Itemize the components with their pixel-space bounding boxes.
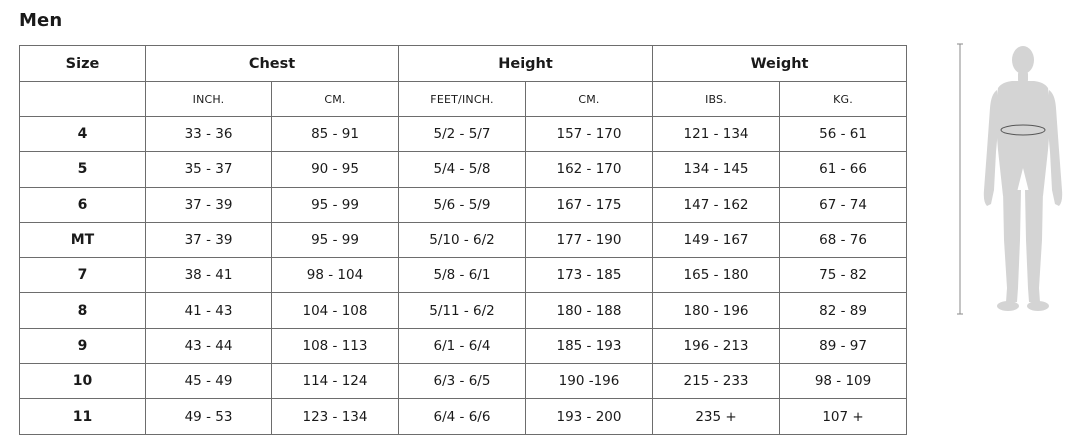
cell-height-cm: 173 - 185 (526, 258, 653, 293)
cell-height-ft: 5/4 - 5/8 (399, 152, 526, 187)
cell-height-cm: 180 - 188 (526, 293, 653, 328)
cell-height-cm: 193 - 200 (526, 399, 653, 434)
cell-weight-lbs: 215 - 233 (653, 364, 780, 399)
cell-height-cm: 157 - 170 (526, 117, 653, 152)
cell-weight-kg: 68 - 76 (780, 222, 907, 257)
unit-weight-lbs: IBS. (653, 82, 780, 117)
cell-weight-kg: 89 - 97 (780, 328, 907, 363)
cell-chest-cm: 108 - 113 (272, 328, 399, 363)
cell-weight-kg: 61 - 66 (780, 152, 907, 187)
cell-size: 10 (20, 364, 146, 399)
cell-weight-kg: 67 - 74 (780, 187, 907, 222)
cell-weight-kg: 75 - 82 (780, 258, 907, 293)
page-title: Men (19, 10, 63, 31)
body-silhouette-icon (950, 40, 1070, 320)
unit-height-feet-inch: FEET/INCH. (399, 82, 526, 117)
cell-height-cm: 177 - 190 (526, 222, 653, 257)
cell-weight-lbs: 165 - 180 (653, 258, 780, 293)
cell-chest-in: 49 - 53 (146, 399, 272, 434)
cell-height-ft: 5/10 - 6/2 (399, 222, 526, 257)
table-row (20, 258, 907, 293)
cell-height-ft: 5/8 - 6/1 (399, 258, 526, 293)
cell-size: MT (20, 222, 146, 257)
cell-height-cm: 185 - 193 (526, 328, 653, 363)
cell-size: 4 (20, 117, 146, 152)
cell-size: 8 (20, 293, 146, 328)
cell-size: 7 (20, 258, 146, 293)
table-row (20, 222, 907, 257)
cell-chest-cm: 95 - 99 (272, 187, 399, 222)
cell-chest-in: 37 - 39 (146, 222, 272, 257)
unit-header-row (20, 82, 907, 117)
table-row (20, 328, 907, 363)
cell-height-ft: 5/2 - 5/7 (399, 117, 526, 152)
size-rows (20, 117, 907, 435)
cell-chest-cm: 95 - 99 (272, 222, 399, 257)
cell-chest-in: 43 - 44 (146, 328, 272, 363)
cell-chest-in: 41 - 43 (146, 293, 272, 328)
table-row (20, 399, 907, 434)
cell-chest-in: 45 - 49 (146, 364, 272, 399)
cell-size: 6 (20, 187, 146, 222)
cell-height-cm: 162 - 170 (526, 152, 653, 187)
size-unit-blank (20, 82, 146, 117)
unit-chest-inch: INCH. (146, 82, 272, 117)
cell-chest-in: 38 - 41 (146, 258, 272, 293)
cell-chest-cm: 98 - 104 (272, 258, 399, 293)
cell-weight-lbs: 235 + (653, 399, 780, 434)
unit-weight-kg: KG. (780, 82, 907, 117)
size-chart-table (19, 45, 907, 435)
cell-height-ft: 5/11 - 6/2 (399, 293, 526, 328)
size-header: Size (20, 46, 146, 82)
cell-chest-cm: 114 - 124 (272, 364, 399, 399)
cell-height-ft: 6/3 - 6/5 (399, 364, 526, 399)
cell-chest-cm: 123 - 134 (272, 399, 399, 434)
cell-size: 11 (20, 399, 146, 434)
table-row (20, 364, 907, 399)
cell-chest-in: 37 - 39 (146, 187, 272, 222)
cell-height-cm: 190 -196 (526, 364, 653, 399)
cell-weight-lbs: 149 - 167 (653, 222, 780, 257)
cell-weight-kg: 56 - 61 (780, 117, 907, 152)
cell-size: 9 (20, 328, 146, 363)
height-header: Height (399, 46, 653, 82)
table-row (20, 117, 907, 152)
weight-header: Weight (653, 46, 907, 82)
group-header-row (20, 46, 907, 82)
cell-weight-kg: 82 - 89 (780, 293, 907, 328)
cell-weight-lbs: 180 - 196 (653, 293, 780, 328)
body-shape (984, 46, 1062, 311)
cell-chest-cm: 85 - 91 (272, 117, 399, 152)
cell-height-cm: 167 - 175 (526, 187, 653, 222)
cell-weight-lbs: 147 - 162 (653, 187, 780, 222)
table-row (20, 293, 907, 328)
unit-height-cm: CM. (526, 82, 653, 117)
table-row (20, 187, 907, 222)
cell-weight-lbs: 134 - 145 (653, 152, 780, 187)
chest-header: Chest (146, 46, 399, 82)
cell-weight-lbs: 196 - 213 (653, 328, 780, 363)
body-figure (950, 40, 1070, 320)
cell-height-ft: 6/4 - 6/6 (399, 399, 526, 434)
cell-height-ft: 6/1 - 6/4 (399, 328, 526, 363)
cell-weight-lbs: 121 - 134 (653, 117, 780, 152)
unit-chest-cm: CM. (272, 82, 399, 117)
cell-chest-in: 33 - 36 (146, 117, 272, 152)
cell-size: 5 (20, 152, 146, 187)
cell-height-ft: 5/6 - 5/9 (399, 187, 526, 222)
cell-chest-cm: 104 - 108 (272, 293, 399, 328)
cell-chest-cm: 90 - 95 (272, 152, 399, 187)
cell-weight-kg: 98 - 109 (780, 364, 907, 399)
cell-weight-kg: 107 + (780, 399, 907, 434)
table-row (20, 152, 907, 187)
cell-chest-in: 35 - 37 (146, 152, 272, 187)
